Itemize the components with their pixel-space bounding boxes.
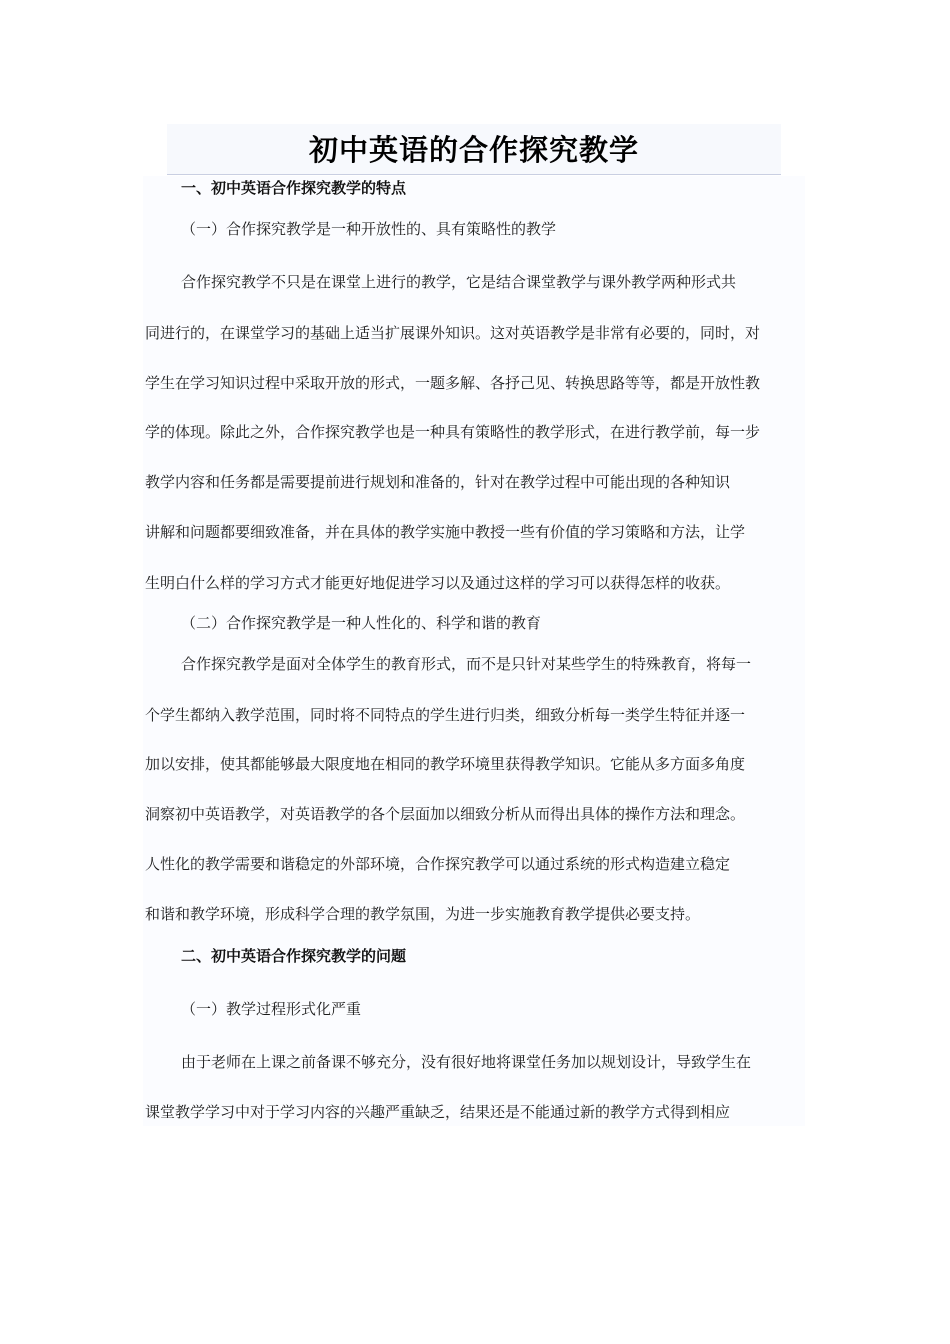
paragraph-line: 教学内容和任务都是需要提前进行规划和准备的，针对在教学过程中可能出现的各种知识 [145,473,731,491]
section1-heading: 一、初中英语合作探究教学的特点 [181,179,407,197]
paragraph-line: 加以安排，使其都能够最大限度地在相同的教学环境里获得教学知识。它能从多方面多角度 [145,755,746,773]
paragraph-line: 合作探究教学不只是在课堂上进行的教学，它是结合课堂教学与课外教学两种形式共 [181,273,737,291]
content-area [143,176,805,1126]
paragraph-line: 合作探究教学是面对全体学生的教育形式，而不是只针对某些学生的特殊教育，将每一 [181,655,752,673]
document-title: 初中英语的合作探究教学 [308,133,639,167]
paragraph-line: 个学生都纳入教学范围，同时将不同特点的学生进行归类，细致分析每一类学生特征并逐一 [145,706,746,724]
title-banner [167,124,781,175]
paragraph-line: 同进行的，在课堂学习的基础上适当扩展课外知识。这对英语教学是非常有必要的，同时，对 [145,324,761,342]
paragraph-line: 生明白什么样的学习方式才能更好地促进学习以及通过这样的学习可以获得怎样的收获。 [145,574,731,592]
paragraph-line: 和谐和教学环境，形成科学合理的教学氛围，为进一步实施教育教学提供必要支持。 [145,905,701,923]
paragraph-line: 学生在学习知识过程中采取开放的形式，一题多解、各抒己见、转换思路等等，都是开放性教 [145,374,761,392]
paragraph-line: 讲解和问题都要细致准备，并在具体的教学实施中教授一些有价值的学习策略和方法，让学 [145,523,746,541]
section1-sub1: （一）合作探究教学是一种开放性的、具有策略性的教学 [181,220,557,238]
paragraph-line: 人性化的教学需要和谐稳定的外部环境，合作探究教学可以通过系统的形式构造建立稳定 [145,855,731,873]
section2-heading: 二、初中英语合作探究教学的问题 [181,947,407,965]
paragraph-line: 洞察初中英语教学，对英语教学的各个层面加以细致分析从而得出具体的操作方法和理念。 [145,805,746,823]
paragraph-line: 课堂教学学习中对于学习内容的兴趣严重缺乏，结果还是不能通过新的教学方式得到相应 [145,1103,731,1121]
section2-sub1: （一）教学过程形式化严重 [181,1000,362,1018]
section1-sub2: （二）合作探究教学是一种人性化的、科学和谐的教育 [181,614,542,632]
paragraph-line: 由于老师在上课之前备课不够充分，没有很好地将课堂任务加以规划设计，导致学生在 [181,1053,752,1071]
paragraph-line: 学的体现。除此之外，合作探究教学也是一种具有策略性的教学形式，在进行教学前，每一步 [145,423,761,441]
